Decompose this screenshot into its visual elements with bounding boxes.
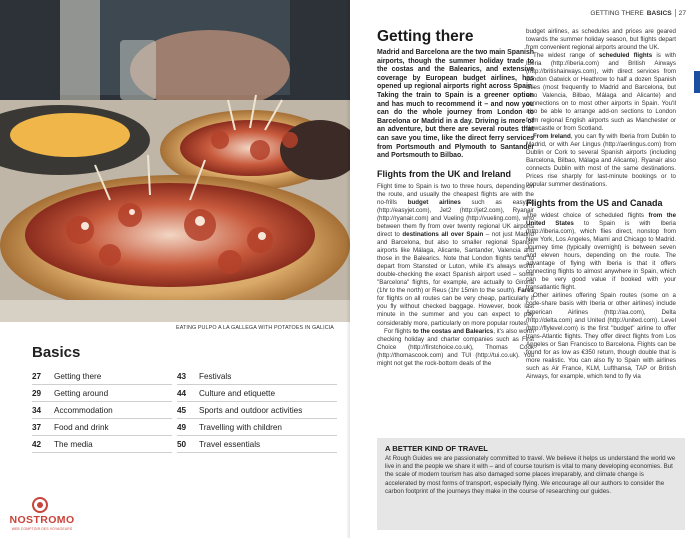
article-intro: Madrid and Barcelona are the two main Spanish airports, though the summer holiday trade to the costas and the Balearics, and extensive coverage by European budget airlines, has opened up regional airports right across Spain. Taking the train to Spain is a greener option and has much to recommend it – and now you can do the whole journey from London to Barcelona or Madrid in a day. Driving is more of an adventure, but there are several routes that can save you time, like the direct ferry services from Portsmouth and Plymouth to Santander and Portsmouth to Bilbao.	[377, 49, 534, 160]
toc-item[interactable]: 37 Food and drink	[32, 419, 172, 436]
info-box-title: A BETTER KIND OF TRAVEL	[385, 444, 488, 453]
logo-tagline: WEB COMPTOIR DES VOYAGEURS	[11, 527, 73, 531]
logo-name: NOSTROMO	[9, 514, 75, 526]
right-page	[350, 0, 700, 538]
heading-uk-flights: Flights from the UK and Ireland	[377, 168, 512, 179]
paragraph: Other airlines offering Spain routes (some on a code-share basis with Iberia or other airlines) include American Airlines (http://aa.com), Delta (http://delta.com) and United (http://united.com). Level (http://flylevel.com) is the first "budget" airline to offer trans-Atlantic flights. They offer direct flights from Los Angeles or San Francisco to Barcelona. Flights can be found for as low as €350 return, though double that is more realistic. You can also fly to Spain with airlines such as Air France, KLM, Lufthansa, TAP or British Airways, for example, which tend to fly via	[526, 292, 676, 380]
running-head-section: GETTING THERE	[590, 9, 644, 17]
section-title: Basics	[32, 344, 81, 361]
info-box-text: At Rough Guides we are passionately committed to travel. We believe it helps us understand the world we live in and the people we share it with – and of course tourism is vital to many developing economies. But the scale of modern tourism has also damaged some places irreparably, and climate change is accelerated by most forms of transport, especially flying. We encourage all our authors to consider the carbon footprint of the journeys they make in the course of researching our guides.	[385, 455, 676, 495]
paragraph: The widest choice of scheduled flights from the United States to Spain is with Iberia (http://iberia.com), which flies direct, nonstop from New York, Los Angeles, Miami and Chicago to Madrid. Journey time (typically overnight) is between seven and eleven hours, depending on the route. The advantage of flying with Iberia is that it offers connecting flights to almost anywhere in Spain, which can be very good value if booked with your transatlantic flight.	[526, 211, 677, 292]
heading-us-flights: Flights from the US and Canada	[526, 197, 663, 208]
toc-item[interactable]: 45 Sports and outdoor activities	[177, 402, 337, 419]
toc-item[interactable]: 49 Travelling with children	[177, 419, 337, 436]
toc-column-1	[32, 368, 172, 453]
toc-item[interactable]: 50 Travel essentials	[177, 436, 337, 453]
running-head-chapter: BASICS	[646, 9, 672, 17]
paragraph: From Ireland, you can fly with Iberia from Dublin to Madrid, or with Aer Lingus (http://aerlingus.com) from Dublin or Cork to several Spanish airports (including Barcelona, Bilbao, Málaga and Alicante). Ryanair also connects Dublin with most of the same destinations. Prices rise sharply for last-minute bookings or to popular summer destinations.	[526, 132, 677, 188]
toc-column-2	[177, 368, 337, 453]
toc-item[interactable]: 43 Festivals	[177, 368, 337, 385]
paragraph: For flights to the costas and Balearics, it's also worth checking holiday and charter companies such as First Choice (http://firstchoice.co.uk), Thomas Cook (http://thomascook.com) and TUI (http://tui.co.uk). You might not get the rock-bottom deals of the	[377, 327, 534, 367]
text-column-2	[526, 28, 676, 381]
page-number: 27	[678, 9, 686, 17]
toc-item[interactable]: 34 Accommodation	[32, 402, 172, 419]
toc-item[interactable]: 27 Getting there	[32, 368, 172, 385]
toc-item[interactable]: 42 The media	[32, 436, 172, 453]
paragraph: The widest range of scheduled flights is with Iberia (http://iberia.com) and British Airways (http://britishairways.com), with direct services from London Gatwick or Heathrow to half a dozen Spanish cities (most frequently to Madrid and Barcelona, but also Valencia, Bilbao, Málaga and Alicante) and connections on to most other airports in Spain. You'll also be able to arrange add-on sections to London from regional English airports such as Manchester or Newcastle or from Scotland.	[526, 52, 676, 132]
running-head	[590, 9, 686, 17]
food-photo	[0, 0, 350, 322]
paragraph: budget airlines, as schedules and prices are geared towards the summer holiday season, but flights depart from convenient regional airports around the UK.	[526, 28, 676, 52]
running-head-divider	[675, 9, 676, 17]
food-photo-illustration	[0, 0, 350, 322]
paragraph: Flight time to Spain is two to three hours, depending on the route, and usually the cheapest flights are with the no-frills budget airlines such as easyJet (http://easyjet.com), Jet2 (http://jet2.com), Ryanair (http://ryanair.com) and Vueling (http://vueling.com), who between them fly from over twenty regional UK airports direct to destinations all over Spain – not just Madrid and Barcelona, but also to smaller regional Spanish airports like Málaga, Alicante, Santander, Valencia and those in the Balearics. Note that London flights tend to depart from Stansted or Luton, while it's always worth double-checking the exact Spanish airport used – some "Barcelona" flights, for example, are actually to Girona (1hr to the north) or Reus (1hr 15min to the south). Fares for flights on all routes can be very cheap, particularly if you fly without checked baggage. However, book last minute in the summer and you can expect to pay considerably more, particularly on more popular routes.	[377, 182, 534, 327]
article-title: Getting there	[377, 28, 474, 45]
toc-item[interactable]: 29 Getting around	[32, 385, 172, 402]
logo-ring-icon	[32, 497, 48, 513]
chapter-side-tab	[694, 71, 700, 93]
text-column-1	[377, 28, 534, 368]
info-box	[377, 438, 685, 530]
toc-item[interactable]: 44 Culture and etiquette	[177, 385, 337, 402]
photo-caption: EATING PULPO A LA GALLEGA WITH POTATOES IN GALICIA	[176, 325, 334, 331]
watermark-logo	[6, 497, 78, 535]
